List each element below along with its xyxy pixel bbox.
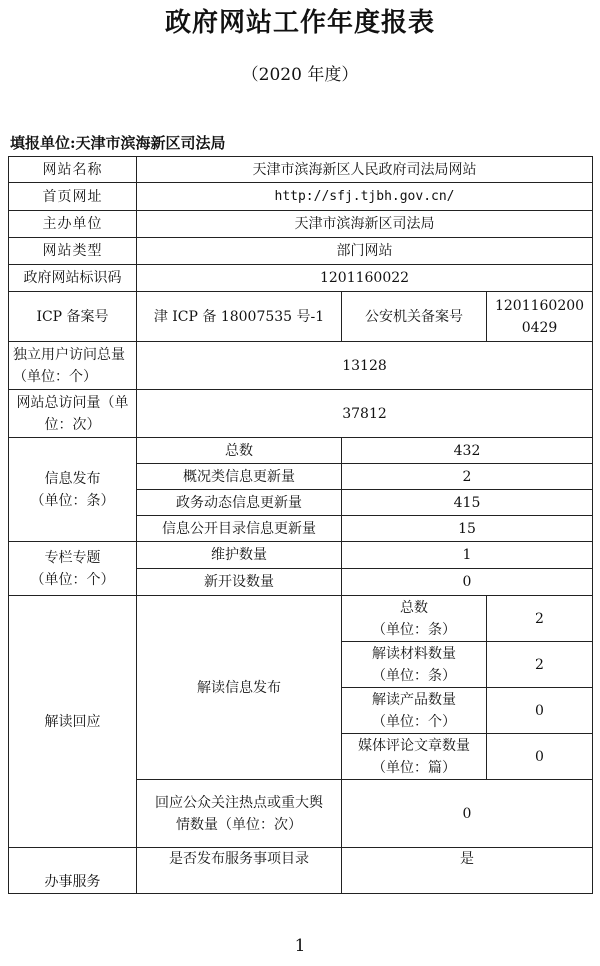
interpret-media-value: 0 bbox=[487, 734, 593, 780]
interpret-media-label bbox=[342, 734, 487, 780]
site-type-value: 部门网站 bbox=[137, 238, 593, 265]
info-publish-unit: （单位：条） bbox=[30, 492, 115, 509]
info-total-label: 总数 bbox=[137, 438, 342, 464]
info-news-label: 政务动态信息更新量 bbox=[137, 490, 342, 516]
interpret-total-value: 2 bbox=[487, 596, 593, 642]
sponsor-value: 天津市滨海新区司法局 bbox=[137, 211, 593, 238]
service-title: 办事服务 bbox=[44, 874, 101, 890]
column-unit: （单位：个） bbox=[30, 571, 115, 588]
column-maintain-label: 维护数量 bbox=[137, 542, 342, 569]
interpret-material-value: 2 bbox=[487, 642, 593, 688]
interpret-label: 解读回应 bbox=[9, 596, 137, 848]
interpret-publish-label: 解读信息发布 bbox=[137, 596, 342, 780]
interpret-total-unit: （单位：条） bbox=[372, 621, 456, 638]
report-year: （2020 年度） bbox=[241, 65, 359, 85]
info-news-value: 415 bbox=[342, 490, 593, 516]
page-title: 政府网站工作年度报表 bbox=[164, 8, 435, 38]
sponsor-label: 主办单位 bbox=[9, 211, 137, 238]
interpret-product-label bbox=[342, 688, 487, 734]
interpret-material-title: 解读材料数量 bbox=[372, 645, 456, 662]
interpret-total-label bbox=[342, 596, 487, 642]
info-publish-label bbox=[9, 438, 137, 542]
info-overview-label: 概况类信息更新量 bbox=[137, 464, 342, 490]
interpret-material-label bbox=[342, 642, 487, 688]
info-overview-value: 2 bbox=[342, 464, 593, 490]
page-number: 1 bbox=[294, 936, 306, 956]
pv-label: 网站总访问量（单位：次） bbox=[9, 390, 137, 438]
service-catalog-value: 是 bbox=[342, 848, 593, 894]
service-label bbox=[9, 848, 137, 894]
column-maintain-value: 1 bbox=[342, 542, 593, 569]
gov-id-label: 政府网站标识码 bbox=[9, 265, 137, 292]
info-catalog-value: 15 bbox=[342, 516, 593, 542]
homepage-label: 首页网址 bbox=[9, 183, 137, 211]
uv-label: 独立用户访问总量（单位：个） bbox=[9, 342, 137, 390]
service-catalog-label: 是否发布服务事项目录 bbox=[137, 848, 342, 894]
site-name-value: 天津市滨海新区人民政府司法局网站 bbox=[137, 157, 593, 183]
report-table bbox=[8, 156, 593, 894]
uv-value: 13128 bbox=[137, 342, 593, 390]
column-new-label: 新开设数量 bbox=[137, 569, 342, 596]
column-new-value: 0 bbox=[342, 569, 593, 596]
interpret-product-title: 解读产品数量 bbox=[372, 691, 456, 708]
info-publish-title: 信息发布 bbox=[44, 470, 101, 487]
interpret-response-value: 0 bbox=[342, 780, 593, 848]
interpret-total-title: 总数 bbox=[400, 599, 428, 616]
info-total-value: 432 bbox=[342, 438, 593, 464]
homepage-value: http://sfj.tjbh.gov.cn/ bbox=[137, 183, 593, 211]
gov-id-value: 1201160022 bbox=[137, 265, 593, 292]
reporting-unit: 填报单位:天津市滨海新区司法局 bbox=[10, 134, 226, 152]
icp-label: ICP 备案号 bbox=[9, 292, 137, 342]
info-catalog-label: 信息公开目录信息更新量 bbox=[137, 516, 342, 542]
interpret-product-value: 0 bbox=[487, 688, 593, 734]
interpret-material-unit: （单位：条） bbox=[372, 667, 456, 684]
police-record-label: 公安机关备案号 bbox=[342, 292, 487, 342]
site-type-label: 网站类型 bbox=[9, 238, 137, 265]
column-label bbox=[9, 542, 137, 596]
interpret-media-title: 媒体评论文章数量 bbox=[358, 737, 470, 754]
interpret-product-unit: （单位：个） bbox=[372, 713, 456, 730]
interpret-response-label: 回应公众关注热点或重大舆情数量（单位：次） bbox=[137, 780, 342, 848]
pv-value: 37812 bbox=[137, 390, 593, 438]
icp-value: 津 ICP 备 18007535 号-1 bbox=[137, 292, 342, 342]
police-record-value: 12011602000429 bbox=[487, 292, 593, 342]
site-name-label: 网站名称 bbox=[9, 157, 137, 183]
column-title: 专栏专题 bbox=[44, 549, 101, 566]
interpret-media-unit: （单位：篇） bbox=[372, 759, 456, 776]
